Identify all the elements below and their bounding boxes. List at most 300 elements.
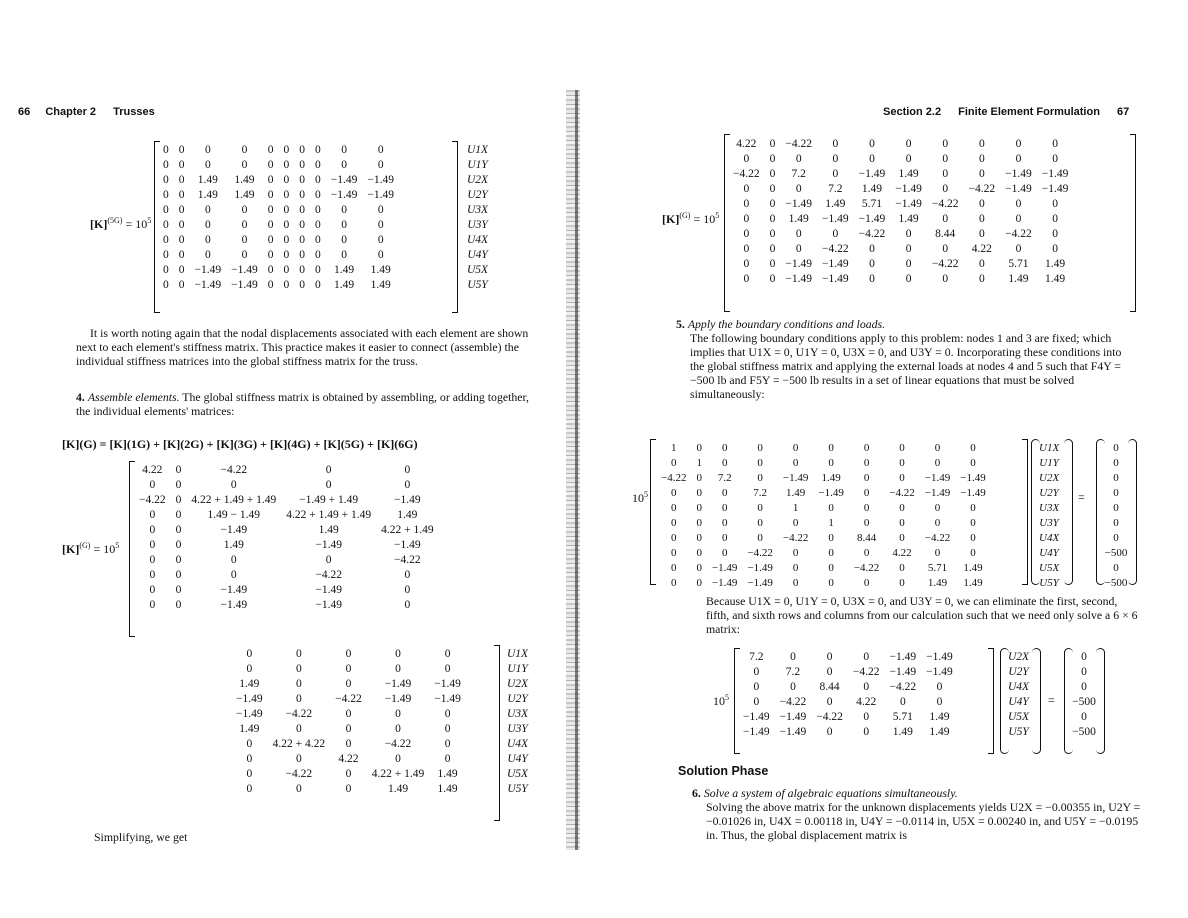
kg-left-top-cell: −1.49 — [315, 539, 342, 551]
assembly-equation: [K](G) = [K](1G) + [K](2G) + [K](3G) + [K](4G) + [K](5G) + [K](6G) — [62, 437, 418, 451]
solution-phase-heading: Solution Phase — [678, 764, 769, 778]
sys-matrix-cell: 0 — [792, 442, 799, 454]
kg-right-cell: 1.49 — [1045, 273, 1066, 285]
k5-matrix-cell: 0 — [299, 279, 305, 291]
sys-matrix-cell: 0 — [899, 517, 905, 529]
k5-disp-label: U1Y — [467, 159, 488, 171]
kg-left-bottom-cell: 1.49 — [387, 783, 409, 795]
kg-left-top-cell: −4.22 — [139, 494, 166, 506]
kg-left-bottom-row — [231, 752, 466, 767]
kg-left-top-cell: 1.49 − 1.49 — [207, 509, 261, 521]
kg-left-bottom-cell: 0 — [345, 723, 352, 735]
kg-left-bottom-cell: 4.22 + 1.49 — [371, 768, 425, 780]
sys-matrix-cell: 0 — [696, 472, 702, 484]
kg-left-disp-label: U3X — [507, 708, 529, 720]
k5-matrix-cell: −1.49 — [367, 174, 394, 186]
kg-left-top-row — [134, 523, 439, 538]
k5-matrix-cell: 0 — [341, 249, 347, 261]
kg-left-bottom-row — [231, 707, 466, 722]
k5-matrix-cell: 0 — [204, 159, 211, 171]
kg-right-cell: −4.22 — [785, 138, 812, 150]
k5-matrix-cell: 0 — [315, 249, 321, 261]
red-rhs-value: 0 — [1081, 651, 1087, 663]
kg-right-cell: 7.2 — [791, 168, 806, 180]
kg-right-cell: 1.49 — [898, 168, 919, 180]
k5-matrix-cell: 1.49 — [234, 189, 255, 201]
kg-left-top-cell: 4.22 + 1.49 + 1.49 — [286, 509, 372, 521]
red-matrix-cell: 0 — [863, 651, 870, 663]
sys-unknown: U4Y — [1039, 547, 1059, 559]
k5-matrix-cell: 0 — [299, 144, 305, 156]
kg-left-disp-label: U1Y — [507, 663, 528, 675]
red-matrix-cell: 0 — [863, 711, 870, 723]
kg-left-top-cell: 0 — [175, 479, 182, 491]
sys-rhs-value: 0 — [1113, 442, 1119, 454]
red-matrix-cell: 7.2 — [785, 666, 801, 678]
sys-matrix-row — [656, 516, 991, 531]
kg-left-bottom-cell: 0 — [444, 708, 451, 720]
k5-matrix-cell: 0 — [299, 249, 305, 261]
red-rhs-value: −500 — [1072, 696, 1096, 708]
k5-matrix-cell: 1.49 — [370, 264, 391, 276]
kg-right-cell: 0 — [942, 153, 949, 165]
kg-left-bottom-cell: 0 — [444, 723, 451, 735]
kg-left-bottom-cell: 1.49 — [239, 723, 260, 735]
sys-matrix-cell: 0 — [721, 457, 728, 469]
k5-matrix-cell: 0 — [267, 219, 274, 231]
kg-right-cell: 0 — [769, 138, 776, 150]
red-matrix-cell: 0 — [863, 681, 870, 693]
sys-matrix-cell: −4.22 — [853, 562, 880, 574]
kg-right-cell: 0 — [978, 273, 985, 285]
sys-matrix-cell: 0 — [899, 577, 905, 589]
kg-left-top-cell: 4.22 + 1.49 — [381, 524, 434, 536]
k5-matrix-cell: 0 — [315, 219, 321, 231]
kg-left-top-cell: 0 — [325, 464, 332, 476]
k5-matrix-cell: 0 — [163, 159, 169, 171]
kg-right-cell: 1.49 — [788, 213, 809, 225]
kg-left-top-cell: 0 — [149, 479, 156, 491]
kg-right-row — [728, 272, 1073, 287]
k5-matrix-cell: 0 — [283, 219, 290, 231]
k5-matrix-row — [158, 218, 399, 233]
kg-left-bottom-cell: 1.49 — [437, 783, 458, 795]
kg-left-top-cell: −1.49 — [315, 599, 342, 611]
k5-matrix-row — [158, 248, 399, 263]
right-section: Section 2.2 — [883, 106, 942, 118]
k5-matrix-cell: 0 — [283, 159, 290, 171]
kg-right-cell: 0 — [769, 273, 776, 285]
sys-matrix-row — [656, 441, 991, 456]
k5-matrix-row — [158, 158, 399, 173]
kg-left-disp-label: U3Y — [507, 723, 528, 735]
sys-matrix-cell: 7.2 — [753, 487, 768, 499]
kg-left-bottom-cell: 0 — [296, 693, 302, 705]
sys-matrix-cell: 0 — [863, 487, 870, 499]
red-matrix-cell: −1.49 — [743, 711, 770, 723]
kg-right-cell: 0 — [1052, 243, 1058, 255]
kg-right-cell: 0 — [1052, 153, 1058, 165]
red-matrix-cell: −1.49 — [926, 651, 953, 663]
sys-rhs — [1100, 441, 1132, 591]
sys-unknowns — [1036, 441, 1062, 591]
k5-matrix-cell: −1.49 — [330, 174, 358, 186]
kg-left-bottom-cell: 0 — [296, 783, 302, 795]
kg-left-bottom-cell: −1.49 — [236, 708, 263, 720]
k5-matrix-cell: 0 — [283, 174, 290, 186]
sys-matrix-row — [656, 576, 991, 591]
kg-right-cell: 0 — [769, 183, 776, 195]
sys-matrix-row — [656, 501, 991, 516]
sys-matrix-cell: 0 — [670, 577, 677, 589]
kg-right-cell: 1.49 — [861, 183, 882, 195]
kg-right-label: $[K]^{(G)} = 10^5$ — [662, 211, 720, 226]
kg-right-cell: −4.22 — [968, 183, 996, 195]
sys-unknown: U1X — [1039, 442, 1060, 454]
red-matrix-cell: 7.2 — [749, 651, 764, 663]
red-rhs-value: 0 — [1081, 711, 1087, 723]
k5-matrix-cell: 0 — [299, 219, 305, 231]
kg-right-cell: 0 — [942, 273, 949, 285]
red-matrix-row — [738, 650, 958, 665]
kg-left-bottom-table — [231, 647, 466, 797]
k5-label: $[K]^{(5G)} = 10^5$ — [90, 216, 152, 231]
k5-matrix-cell: 0 — [163, 174, 169, 186]
k5-disp-label: U3Y — [467, 219, 488, 231]
kg-left-bottom-cell: 1.49 — [239, 678, 260, 690]
kg-left-bottom-cell: 0 — [345, 708, 352, 720]
kg-left-top-row — [134, 508, 439, 523]
k5-matrix-cell: 0 — [299, 264, 305, 276]
sys-matrix-cell: −1.49 — [960, 472, 986, 484]
kg-left-bottom-cell: 4.22 — [338, 753, 359, 765]
red-unknown: U4X — [1008, 681, 1030, 693]
sys-rhs-value: −500 — [1104, 577, 1128, 589]
left-chapter-title: Trusses — [113, 106, 155, 118]
kg-right-cell: 0 — [942, 243, 949, 255]
kg-left-bottom-cell: 0 — [395, 708, 401, 720]
sys-matrix-row — [656, 546, 991, 561]
sys-unknown: U3Y — [1039, 517, 1059, 529]
step6: 6. Solve a system of algebraic equations simultaneously. Solving the above matrix for the unknown displacements yields U2X = −0.00355 in, U2Y = −0.01026 in, U4X = 0.00118 in, U4Y = −0.0114 in, U5X = 0.00240 in, and U5Y = −0.0195 in. Thus, the global displacement matrix is — [692, 786, 1141, 842]
kg-left-bottom-cell: 0 — [345, 783, 352, 795]
sys-matrix-cell: −1.49 — [711, 562, 738, 574]
kg-left-bottom-bracket — [494, 645, 500, 821]
sys-matrix-cell: 8.44 — [856, 532, 877, 544]
red-matrix-cell: 1.49 — [929, 726, 950, 738]
kg-left-disp-label: U2Y — [507, 693, 528, 705]
k5-matrix-cell: 0 — [267, 279, 274, 291]
kg-left-label: $[K]^{(G)} = 10^5$ — [62, 541, 120, 556]
k5-disp-label: U5Y — [467, 279, 488, 291]
kg-right-row — [728, 197, 1073, 212]
k5-disp-label: U2X — [467, 174, 489, 186]
kg-right-cell: 1.49 — [1045, 258, 1066, 270]
k5-matrix-row — [158, 233, 399, 248]
sys-matrix-cell: 0 — [934, 457, 941, 469]
kg-right-cell: −1.49 — [895, 183, 922, 195]
k5-matrix-cell: −1.49 — [194, 279, 222, 291]
kg-left-top-row — [134, 568, 439, 583]
red-coef: $10^5$ — [713, 693, 729, 708]
k5-matrix-row — [158, 143, 399, 158]
sys-matrix-cell: 0 — [696, 487, 702, 499]
red-matrix-cell: 0 — [790, 651, 796, 663]
k5-matrix-cell: 0 — [241, 219, 248, 231]
red-matrix-cell: 5.71 — [892, 711, 913, 723]
k5-matrix-cell: 0 — [377, 144, 384, 156]
k5-bracket-right — [452, 141, 458, 313]
kg-right-cell: −4.22 — [931, 258, 959, 270]
kg-right-cell: 0 — [743, 258, 750, 270]
kg-right-cell: 0 — [832, 168, 839, 180]
right-page-number: 67 — [1117, 106, 1130, 118]
kg-right-cell: 0 — [978, 198, 985, 210]
red-matrix-cell: −4.22 — [889, 681, 917, 693]
sys-matrix-cell: 0 — [863, 547, 870, 559]
kg-left-top-cell: −1.49 — [220, 599, 248, 611]
k5-matrix-cell: 0 — [241, 249, 248, 261]
sys-matrix-cell: 0 — [696, 442, 702, 454]
k5-matrix-cell: −1.49 — [231, 264, 258, 276]
kg-right-cell: −4.22 — [1005, 228, 1032, 240]
kg-right-cell: 0 — [905, 243, 912, 255]
sys-rhs-value: 0 — [1113, 562, 1119, 574]
k5-matrix-cell: 0 — [283, 144, 290, 156]
red-matrix-cell: 0 — [936, 696, 943, 708]
k5-disp-column — [464, 143, 491, 293]
k5-matrix-row — [158, 278, 399, 293]
kg-left-top-cell: 0 — [149, 539, 156, 551]
kg-left-top-cell: 4.22 — [142, 464, 163, 476]
k5-disp-label: U4X — [467, 234, 489, 246]
book-spine-line — [575, 90, 578, 850]
kg-right-cell: −1.49 — [1005, 183, 1032, 195]
k5-matrix-cell: 0 — [315, 159, 321, 171]
kg-right-cell: 0 — [869, 258, 875, 270]
kg-left-bottom-cell: 0 — [296, 678, 302, 690]
k5-matrix-cell: 0 — [178, 204, 185, 216]
sys-matrix-cell: −1.49 — [924, 472, 951, 484]
k5-matrix-cell: −1.49 — [367, 189, 394, 201]
sys-matrix-cell: 1 — [696, 457, 702, 469]
k5-matrix-cell: 0 — [163, 249, 169, 261]
sys-matrix-cell: 0 — [792, 577, 799, 589]
sys-matrix-cell: −4.22 — [747, 547, 773, 559]
step4: 4. Assemble elements. The global stiffness matrix is obtained by assembling, or adding together, the individual elements' matrices: — [76, 390, 529, 418]
k5-matrix-cell: 0 — [315, 234, 321, 246]
kg-left-top-cell: 0 — [230, 569, 237, 581]
sys-matrix-cell: 0 — [757, 472, 763, 484]
step5: 5. Apply the boundary conditions and loads. The following boundary conditions apply to this problem: nodes 1 and 3 are fixed; which implies that U1X = 0, U1Y = 0, U3X = 0, and U3Y = 0. Incorporating these conditions into the global stiffness matrix and applying the external loads at nodes 4 and 5 such that F4Y = −500 lb and F5Y = −500 lb results in a set of linear equations that must be solved simultaneously: — [676, 317, 1122, 401]
kg-left-bottom-cell: 0 — [296, 648, 302, 660]
kg-left-top-cell: −1.49 — [315, 584, 342, 596]
sys-matrix-cell: 0 — [970, 547, 976, 559]
sys-unknown: U3X — [1039, 502, 1060, 514]
kg-left-top-row — [134, 553, 439, 568]
sys-matrix-cell: 1 — [670, 442, 677, 454]
kg-right-cell: 0 — [905, 138, 912, 150]
k5-matrix-cell: 0 — [204, 219, 211, 231]
left-page-number: 66 — [18, 106, 31, 118]
sys-rhs-value: 0 — [1113, 517, 1119, 529]
kg-right-cell: 0 — [769, 243, 776, 255]
kg-left-top-cell: 0 — [325, 479, 332, 491]
k5-matrix-cell: −1.49 — [194, 264, 222, 276]
kg-left-bottom-cell: −1.49 — [434, 693, 461, 705]
kg-right-cell: 0 — [743, 198, 750, 210]
kg-right-cell: 0 — [795, 243, 802, 255]
kg-left-top-cell: 1.49 — [318, 524, 339, 536]
k5-matrix-row — [158, 203, 399, 218]
sys-rhs-value: 0 — [1113, 472, 1119, 484]
kg-right-cell: −4.22 — [733, 168, 760, 180]
red-matrix-cell: −4.22 — [852, 666, 880, 678]
red-matrix-cell: 0 — [826, 696, 833, 708]
kg-left-bottom-cell: 0 — [444, 663, 451, 675]
kg-left-top-cell: −4.22 — [220, 464, 248, 476]
k5-matrix-cell: 0 — [178, 264, 185, 276]
kg-right-cell: 0 — [905, 273, 912, 285]
kg-left-bottom-cell: 1.49 — [437, 768, 458, 780]
kg-right-cell: 1.49 — [825, 198, 846, 210]
left-page-header — [18, 106, 155, 118]
kg-right-cell: 0 — [978, 228, 985, 240]
sys-matrix-cell: 0 — [721, 517, 728, 529]
k5-matrix-cell: 0 — [299, 174, 305, 186]
kg-right-cell: 0 — [869, 153, 875, 165]
red-matrix — [738, 650, 958, 740]
k5-matrix-cell: 0 — [315, 189, 321, 201]
k5-matrix-cell: 0 — [267, 189, 274, 201]
sys-matrix-cell: 0 — [670, 487, 677, 499]
kg-left-top-cell: 0 — [404, 569, 411, 581]
kg-left-top-cell: 0 — [149, 554, 156, 566]
red-matrix-cell: −1.49 — [889, 666, 917, 678]
sys-matrix-cell: 0 — [899, 442, 905, 454]
red-matrix-cell: −1.49 — [779, 711, 807, 723]
kg-right-cell: 0 — [1015, 198, 1022, 210]
kg-left-top-cell: 0 — [175, 569, 182, 581]
kg-left-bottom-cell: 0 — [345, 648, 352, 660]
kg-left-top-row — [134, 463, 439, 478]
red-unknowns-brace-right — [1032, 648, 1041, 754]
red-matrix-cell: 0 — [826, 651, 833, 663]
kg-left-top-cell: 0 — [175, 509, 182, 521]
kg-right-cell: 0 — [869, 243, 875, 255]
red-rhs-value: −500 — [1072, 726, 1096, 738]
k5-matrix-cell: 0 — [341, 204, 347, 216]
k5-matrix-cell: 0 — [377, 234, 384, 246]
sys-rhs-value: 0 — [1113, 487, 1119, 499]
sys-matrix-cell: 0 — [828, 547, 834, 559]
sys-matrix-cell: 5.71 — [927, 562, 948, 574]
kg-left-bottom-row — [231, 677, 466, 692]
kg-left-bottom-cell: 0 — [296, 753, 302, 765]
kg-left-bottom-cell: −1.49 — [434, 678, 461, 690]
kg-right-cell: 0 — [978, 168, 985, 180]
kg-left-disp-label: U4Y — [507, 753, 528, 765]
sys-matrix-cell: 0 — [757, 532, 763, 544]
kg-right-cell: 0 — [769, 198, 776, 210]
kg-right-cell: −1.49 — [1041, 183, 1069, 195]
k5-matrix-cell: 0 — [267, 234, 274, 246]
sys-matrix-cell: 1.49 — [821, 472, 841, 484]
sys-matrix-cell: 0 — [670, 502, 677, 514]
sys-matrix-cell: 0 — [757, 502, 763, 514]
sys-matrix-cell: 0 — [757, 457, 763, 469]
sys-matrix-cell: 0 — [696, 547, 702, 559]
kg-left-top-table — [134, 463, 439, 613]
sys-matrix-cell: 0 — [899, 562, 905, 574]
kg-left-bottom-cell: −1.49 — [384, 693, 412, 705]
kg-left-top-row — [134, 583, 439, 598]
red-matrix-cell: 0 — [899, 696, 906, 708]
kg-right-cell: 0 — [1015, 243, 1022, 255]
red-matrix-cell: 8.44 — [819, 681, 840, 693]
k5-matrix-cell: 0 — [241, 144, 248, 156]
kg-right-cell: −1.49 — [895, 198, 922, 210]
kg-right-cell: 0 — [978, 153, 985, 165]
sys-matrix-cell: 0 — [863, 502, 870, 514]
kg-left-bottom-cell: −4.22 — [335, 693, 362, 705]
red-matrix-row — [738, 695, 958, 710]
k5-matrix-cell: 0 — [341, 234, 347, 246]
red-matrix-cell: −1.49 — [889, 651, 917, 663]
k5-matrix-cell: 0 — [204, 249, 211, 261]
k5-matrix-cell: 0 — [178, 174, 185, 186]
k5-matrix-cell: 0 — [299, 204, 305, 216]
sys-matrix-cell: −1.49 — [818, 487, 844, 499]
kg-left-top-cell: 0 — [404, 599, 411, 611]
k5-matrix-cell: 0 — [299, 234, 305, 246]
sys-matrix-cell: 0 — [828, 532, 834, 544]
sys-matrix-cell: 0 — [792, 562, 799, 574]
kg-right-cell: 0 — [795, 183, 802, 195]
sys-matrix-cell: 0 — [696, 562, 702, 574]
sys-matrix — [656, 441, 991, 591]
k5-matrix-cell: 0 — [267, 159, 274, 171]
kg-right-cell: 0 — [1052, 138, 1058, 150]
red-rhs-table — [1068, 650, 1100, 740]
kg-left-top-cell: 0 — [149, 584, 156, 596]
kg-left-bottom-cell: −1.49 — [236, 693, 263, 705]
kg-left-bottom-cell: 0 — [444, 738, 451, 750]
kg-left-bottom-cell: 0 — [444, 648, 451, 660]
kg-right-cell: 0 — [769, 228, 776, 240]
k5-matrix-cell: 0 — [241, 159, 248, 171]
k5-matrix-cell: 0 — [241, 234, 248, 246]
kg-right-cell: 5.71 — [1008, 258, 1029, 270]
kg-right-cell: −1.49 — [822, 213, 849, 225]
kg-left-top-cell: 0 — [175, 554, 182, 566]
kg-right-cell: 0 — [795, 228, 802, 240]
k5-matrix-cell: 0 — [204, 204, 211, 216]
kg-left-bottom-row — [231, 737, 466, 752]
sys-matrix-cell: 0 — [670, 532, 677, 544]
red-unknown: U4Y — [1008, 696, 1029, 708]
simplifying-text: Simplifying, we get — [94, 830, 188, 844]
kg-right-cell: 7.2 — [828, 183, 843, 195]
red-matrix-row — [738, 710, 958, 725]
k5-matrix-cell: 0 — [163, 144, 169, 156]
kg-right-cell: 0 — [869, 273, 875, 285]
sys-matrix-cell: −1.49 — [747, 577, 773, 589]
red-matrix-table — [738, 650, 958, 740]
k5-matrix-cell: 0 — [163, 264, 169, 276]
k5-matrix-cell: 1.49 — [334, 279, 355, 291]
k5-matrix-cell: 1.49 — [197, 174, 218, 186]
